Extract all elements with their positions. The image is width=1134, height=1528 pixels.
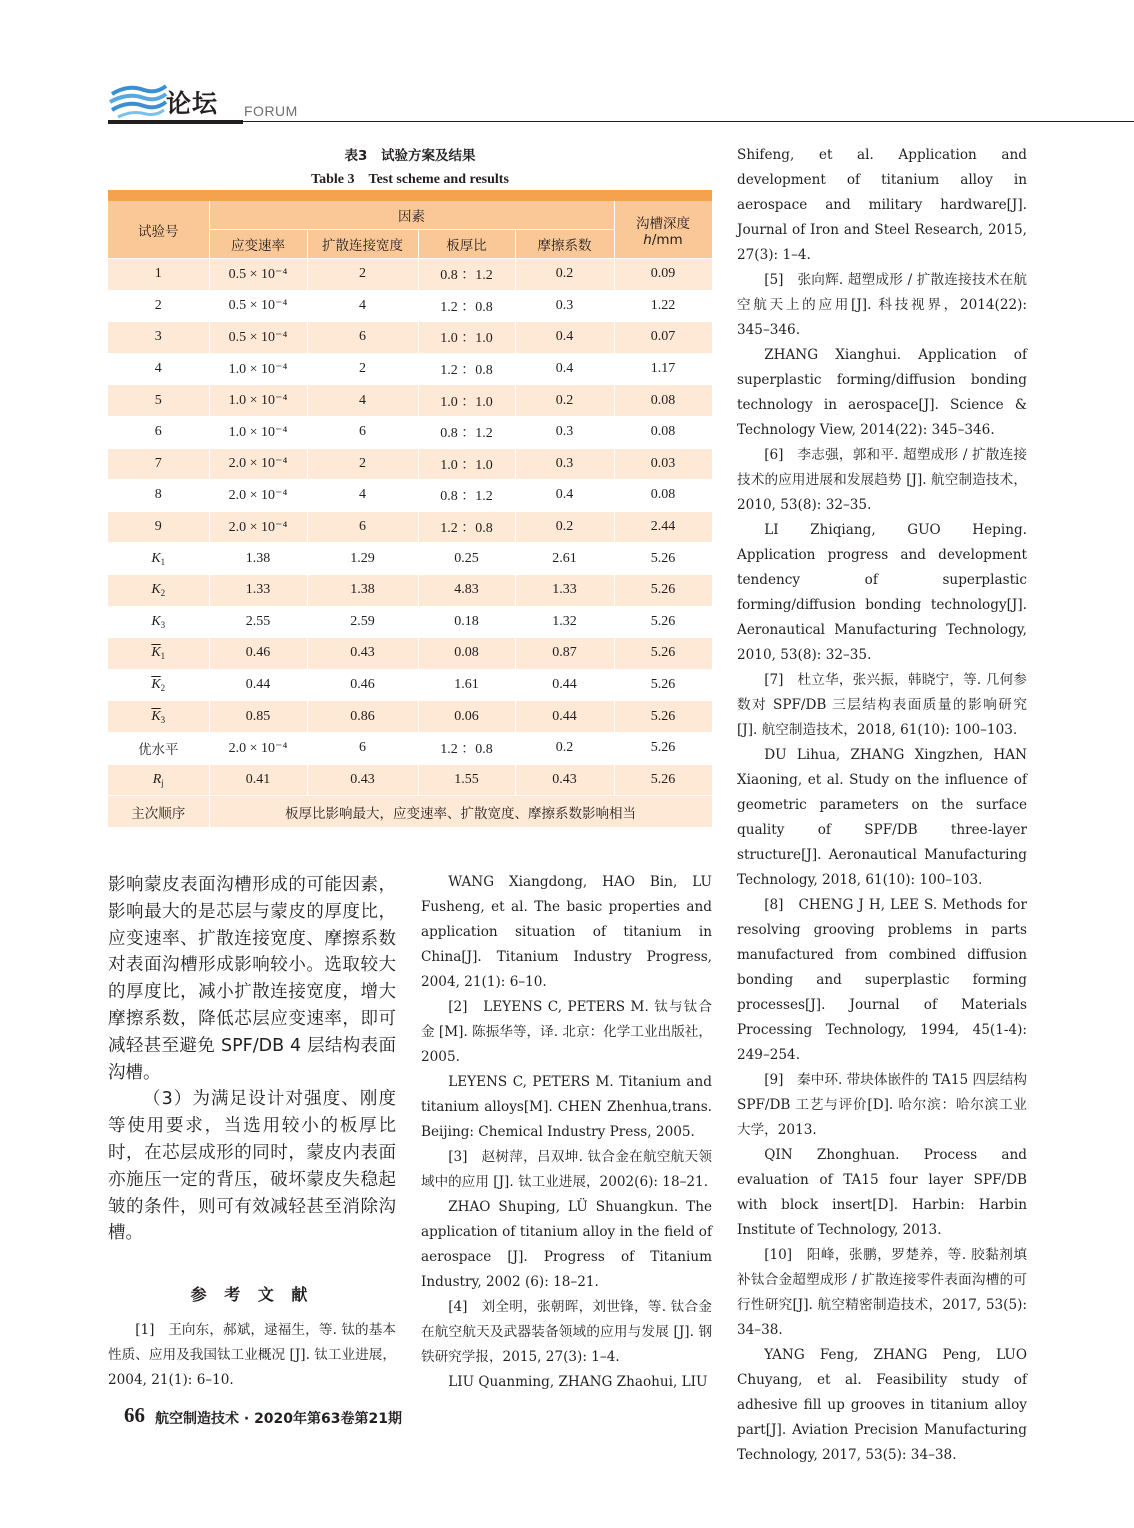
table-cell: [108, 606, 209, 638]
reference-item: [8] CHENG J H, LEE S. Methods for resolving grooving problems in parts manufactured from combined diffusion bonding and superplastic forming processes[J]. Journal of Materials Processing Technology, 1994, 45(1-4): 249–254.: [737, 897, 1027, 1063]
table-cell: 0.4: [515, 353, 614, 385]
table-cell: 4: [307, 290, 418, 322]
reference-item: [1] 王向东，郝斌，逯福生，等. 钛的基本性质、应用及我国钛工业概况 [J]. 钛工业进展，2004, 21(1): 6–10.: [108, 1322, 396, 1388]
table-cell: 0.3: [515, 290, 614, 322]
table-top-bar: [108, 190, 712, 201]
table-cell: 0.3: [515, 416, 614, 448]
wave-logo-icon: [108, 80, 168, 120]
page-number: 66: [124, 1403, 145, 1427]
table-cell: 5.26: [614, 764, 712, 796]
table-body: [108, 259, 712, 828]
stat-subscript: j: [161, 777, 164, 788]
table-row-stat: [108, 669, 712, 701]
table-cell: 0.06: [418, 701, 515, 733]
header-friction: 摩擦系数: [515, 230, 614, 259]
reference-item: [3] 赵树萍，吕双坤. 钛合金在航空航天领域中的应用 [J]. 钛工业进展，2002(6): 18–21.: [421, 1149, 712, 1190]
reference-item: [4] 刘全明，张朝晖，刘世锋，等. 钛合金在航空航天及武器装备领域的应用与发展 [J]. 钢铁研究学报，2015, 27(3): 1–4.: [421, 1299, 712, 1365]
table-cell: 0.8 ：1.2: [418, 480, 515, 512]
table-cell: 1.22: [614, 290, 712, 322]
header-factors: 因素: [209, 201, 614, 230]
table-cell: 0.46: [307, 669, 418, 701]
table-cell: 优水平: [108, 732, 209, 764]
results-table: [108, 190, 712, 828]
table-cell: 1.2 ：0.8: [418, 732, 515, 764]
table-row: [108, 448, 712, 480]
table-row-optimal: [108, 732, 712, 764]
header-depth-var: h: [643, 231, 652, 248]
table-cell: 2.55: [209, 606, 307, 638]
table-cell: 0.08: [614, 385, 712, 417]
stat-symbol: R: [152, 771, 162, 787]
table-cell: [108, 701, 209, 733]
table-cell: 1.0 × 10⁻⁴: [209, 353, 307, 385]
stat-symbol: $\overline{K}$: [151, 645, 161, 661]
references-col-1: [108, 1318, 396, 1393]
table-caption-en: Table 3 Test scheme and results: [311, 172, 509, 187]
table-cell: 0.08: [614, 416, 712, 448]
header-depth-label: 沟槽深度: [636, 215, 690, 232]
table-cell: 0.44: [515, 701, 614, 733]
body-column-1: [108, 872, 396, 1247]
stat-subscript: 1: [160, 651, 166, 662]
table-cell: 0.18: [418, 606, 515, 638]
table-cell: 1.0 ：1.0: [418, 385, 515, 417]
table-cell: 0.08: [614, 480, 712, 512]
reference-item: [10] 阳峰，张鹏，罗楚养，等. 胶黏剂填补钛合金超塑成形 / 扩散连接零件表面沟槽的可行性研究[J]. 航空精密制造技术，2017, 53(5): 34–38.: [737, 1247, 1027, 1338]
table-cell: 0.5 × 10⁻⁴: [209, 290, 307, 322]
table-cell: 0.2: [515, 385, 614, 417]
table-cell: 0.2: [515, 511, 614, 543]
table-cell: 1.0 × 10⁻⁴: [209, 385, 307, 417]
table-cell: 5: [108, 385, 209, 417]
table-cell: 1.0 ：1.0: [418, 448, 515, 480]
reference-item: Shifeng, et al. Application and development of titanium alloy in aerospace and military hardware[J]. Journal of Iron and Steel Research, 2015, 27(3): 1–4.: [737, 147, 1027, 263]
table-row-stat: [108, 701, 712, 733]
table-cell: 0.2: [515, 732, 614, 764]
table-row: [108, 480, 712, 512]
table-cell: 6: [307, 416, 418, 448]
table-cell: 1.32: [515, 606, 614, 638]
table-cell: 0.5 × 10⁻⁴: [209, 322, 307, 354]
table-cell: 0.44: [209, 669, 307, 701]
table-cell: 1.55: [418, 764, 515, 796]
table-row-stat: [108, 606, 712, 638]
reference-item: ZHANG Xianghui. Application of superplastic forming/diffusion bonding technology in aerospace[J]. Science & Technology View, 2014(22): 345–346.: [737, 347, 1027, 438]
table-cell: 2.0 × 10⁻⁴: [209, 511, 307, 543]
table-cell: 0.4: [515, 322, 614, 354]
table-cell: 4: [108, 353, 209, 385]
table-cell: 0.08: [418, 638, 515, 670]
reference-item: [9] 秦中环. 带块体嵌件的 TA15 四层结构 SPF/DB 工艺与评价[D]. 哈尔滨：哈尔滨工业大学，2013.: [737, 1072, 1027, 1138]
table-caption-cn: 表3 试验方案及结果: [344, 148, 476, 164]
stat-subscript: 3: [160, 714, 166, 725]
stat-symbol: K: [151, 613, 161, 629]
table-cell: 5.26: [614, 701, 712, 733]
table-cell: 0.8 ：1.2: [418, 259, 515, 291]
table-cell: 1.38: [209, 543, 307, 575]
table-row: [108, 259, 712, 291]
header-trial: 试验号: [108, 201, 209, 259]
table-cell: 6: [108, 416, 209, 448]
stat-symbol: K: [151, 550, 161, 566]
table-cell: 0.4: [515, 480, 614, 512]
table-cell: 0.43: [307, 638, 418, 670]
section-title: 论坛: [166, 89, 219, 118]
table-cell: 0.3: [515, 448, 614, 480]
table-cell: 2.61: [515, 543, 614, 575]
table-row: [108, 511, 712, 543]
table-cell: 4: [307, 480, 418, 512]
table-cell: 9: [108, 511, 209, 543]
table-cell: 1.2 ：0.8: [418, 290, 515, 322]
section-subtitle: FORUM: [244, 103, 298, 119]
table-cell: 1.61: [418, 669, 515, 701]
table-cell: [108, 638, 209, 670]
header-strain-rate: 应变速率: [209, 230, 307, 259]
table-cell: 0.86: [307, 701, 418, 733]
table-cell: 0.87: [515, 638, 614, 670]
table-cell: 0.8 ：1.2: [418, 416, 515, 448]
table-cell: 2.59: [307, 606, 418, 638]
header-thickness-ratio: 板厚比: [418, 230, 515, 259]
table-cell: 3: [108, 322, 209, 354]
table-cell: 1.33: [209, 574, 307, 606]
table-cell: 0.44: [515, 669, 614, 701]
reference-item: DU Lihua, ZHANG Xingzhen, HAN Xiaoning, et al. Study on the influence of geometric parameters on the surface quality of SPF/DB three-layer structure[J]. Aeronautical Manufacturing Technology, 2018, 61(10): 100–103.: [737, 747, 1027, 888]
table-cell: 2.0 × 10⁻⁴: [209, 480, 307, 512]
reference-item: LIU Quanming, ZHANG Zhaohui, LIU: [448, 1374, 708, 1390]
references-title: 参 考 文 献: [190, 1285, 314, 1304]
table-cell: 1.17: [614, 353, 712, 385]
reference-item: [7] 杜立华，张兴振，韩晓宁，等. 几何参数对 SPF/DB 三层结构表面质量的影响研究 [J]. 航空制造技术，2018, 61(10): 100–103.: [737, 672, 1027, 738]
header-rule-thick: [108, 120, 243, 124]
table-cell: 0.41: [209, 764, 307, 796]
body-paragraph: 影响蒙皮表面沟槽形成的可能因素，影响最大的是芯层与蒙皮的厚度比，应变速率、扩散连接宽度、摩擦系数对表面沟槽形成影响较小。选取较大的厚度比，减小扩散连接宽度，增大摩擦系数，降低芯层应变速率，即可减轻甚至避免 SPF/DB 4 层结构表面沟槽。: [108, 875, 396, 1083]
table-row: [108, 385, 712, 417]
table-row-stat: [108, 638, 712, 670]
table-row-stat: [108, 574, 712, 606]
journal-issue: 航空制造技术 · 2020年第63卷第21期: [155, 1411, 402, 1427]
table-cell: 0.03: [614, 448, 712, 480]
table-cell: 1.2 ：0.8: [418, 353, 515, 385]
table-cell: 板厚比影响最大，应变速率、扩散宽度、摩擦系数影响相当: [209, 796, 712, 828]
stat-subscript: 2: [160, 588, 166, 599]
table-row-range: [108, 764, 712, 796]
table-cell: 0.25: [418, 543, 515, 575]
body-paragraph: （3）为满足设计对强度、刚度等使用要求，当选用较小的板厚比时，在芯层成形的同时，蒙皮内表面亦施压一定的背压，破坏蒙皮失稳起皱的条件，则可有效减轻甚至消除沟槽。: [108, 1089, 396, 1244]
table-cell: 5.26: [614, 606, 712, 638]
stat-symbol: K: [151, 582, 161, 598]
header-depth: [614, 201, 712, 259]
stat-subscript: 2: [160, 683, 166, 694]
table-row-order: [108, 796, 712, 828]
table-row: [108, 416, 712, 448]
header-rule: [243, 121, 1134, 122]
table-cell: 0.43: [307, 764, 418, 796]
table-row: [108, 322, 712, 354]
reference-item: [5] 张向辉. 超塑成形 / 扩散连接技术在航空航天上的应用[J]. 科技视界，2014(22): 345–346.: [737, 272, 1027, 338]
table-cell: 0.07: [614, 322, 712, 354]
table-cell: 1.0 × 10⁻⁴: [209, 416, 307, 448]
stat-symbol: $\overline{K}$: [151, 708, 161, 724]
table-cell: 2.44: [614, 511, 712, 543]
table-cell: 1.0 ：1.0: [418, 322, 515, 354]
table-row-stat: [108, 543, 712, 575]
table-cell: 6: [307, 732, 418, 764]
reference-item: LI Zhiqiang, GUO Heping. Application progress and development tendency of superplastic forming/diffusion bonding technology[J]. Aeronautical Manufacturing Technology, 2010, 53(8): 32–35.: [737, 522, 1027, 663]
table-cell: 0.85: [209, 701, 307, 733]
reference-item: ZHAO Shuping, LÜ Shuangkun. The application of titanium alloy in the field of aerospace [J]. Progress of Titanium Industry, 2002 (6): 18–21.: [421, 1199, 712, 1290]
table-cell: 6: [307, 322, 418, 354]
table-cell: 8: [108, 480, 209, 512]
table-cell: 1.38: [307, 574, 418, 606]
reference-item: [6] 李志强，郭和平. 超塑成形 / 扩散连接技术的应用进展和发展趋势 [J]. 航空制造技术，2010, 53(8): 32–35.: [737, 447, 1027, 513]
table-row: [108, 290, 712, 322]
stat-subscript: 3: [160, 619, 166, 630]
table-cell: 2: [108, 290, 209, 322]
table-cell: 1.2 ：0.8: [418, 511, 515, 543]
table-cell: 5.26: [614, 543, 712, 575]
reference-item: [2] LEYENS C, PETERS M. 钛与钛合金 [M]. 陈振华等，译. 北京：化学工业出版社，2005.: [421, 999, 712, 1065]
table-cell: 2.0 × 10⁻⁴: [209, 448, 307, 480]
table-cell: 5.26: [614, 732, 712, 764]
stat-symbol: $\overline{K}$: [151, 677, 161, 693]
reference-item: YANG Feng, ZHANG Peng, LUO Chuyang, et al. Feasibility study of adhesive fill up grooves in titanium alloy part[J]. Aviation Precision Manufacturing Technology, 2017, 53(5): 34–38.: [737, 1347, 1027, 1463]
table-cell: 5.26: [614, 669, 712, 701]
table-cell: 0.5 × 10⁻⁴: [209, 259, 307, 291]
table-cell: 1.33: [515, 574, 614, 606]
references-col-3: [737, 143, 1027, 1468]
header-bond-width: 扩散连接宽度: [307, 230, 418, 259]
header-depth-unit: /mm: [651, 231, 683, 248]
table-cell: [108, 669, 209, 701]
stat-subscript: 1: [160, 556, 166, 567]
table-cell: 2: [307, 259, 418, 291]
table-cell: 1.29: [307, 543, 418, 575]
table-cell: 0.09: [614, 259, 712, 291]
table-cell: 4.83: [418, 574, 515, 606]
table-cell: 2: [307, 353, 418, 385]
table-row: [108, 353, 712, 385]
references-col-2: [421, 870, 712, 1395]
table-cell: 5.26: [614, 574, 712, 606]
table-cell: [108, 543, 209, 575]
table-cell: 1: [108, 259, 209, 291]
table-cell: 0.46: [209, 638, 307, 670]
reference-item: WANG Xiangdong, HAO Bin, LU Fusheng, et al. The basic properties and application situation of titanium in China[J]. Titanium Industry Progress, 2004, 21(1): 6–10.: [421, 874, 712, 990]
table-cell: 6: [307, 511, 418, 543]
reference-item: QIN Zhonghuan. Process and evaluation of TA15 four layer SPF/DB with block insert[D]. Harbin: Harbin Institute of Technology, 2013.: [737, 1147, 1027, 1238]
table-cell: 4: [307, 385, 418, 417]
table-cell: 0.43: [515, 764, 614, 796]
reference-item: LEYENS C, PETERS M. Titanium and titanium alloys[M]. CHEN Zhenhua,trans. Beijing: Chemical Industry Press, 2005.: [421, 1074, 712, 1140]
table-cell: 2: [307, 448, 418, 480]
table-cell: [108, 764, 209, 796]
table-cell: 主次顺序: [108, 796, 209, 828]
table-cell: [108, 574, 209, 606]
table-cell: 2.0 × 10⁻⁴: [209, 732, 307, 764]
table-cell: 5.26: [614, 638, 712, 670]
table-cell: 0.2: [515, 259, 614, 291]
table-cell: 7: [108, 448, 209, 480]
